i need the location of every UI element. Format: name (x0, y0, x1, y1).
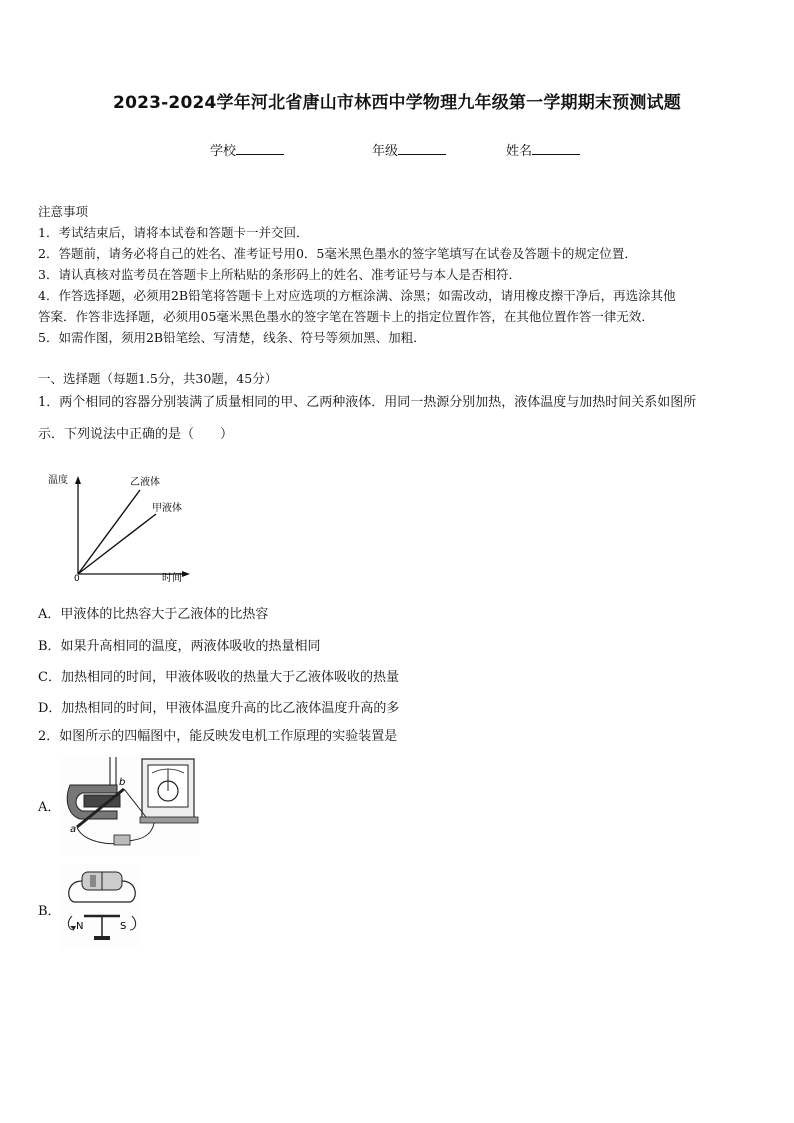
origin-label: 0 (74, 574, 80, 584)
school-blank (236, 142, 284, 155)
line-yi-label: 乙液体 (130, 477, 160, 488)
line-jia (78, 514, 156, 574)
grade-label: 年级 (372, 144, 399, 159)
question-2-stem: 2．如图所示的四幅图中，能反映发电机工作原理的实验装置是 (38, 729, 398, 744)
y-axis-label: 温度 (48, 475, 68, 486)
name-blank (532, 142, 580, 155)
notice-item: 4．作答选择题，必须用2B铅笔将答题卡上对应选项的方框涂满、涂黑；如需改动，请用橡皮擦干净后，再选涂其他 (38, 288, 676, 303)
notice-item: 2．答题前，请务必将自己的姓名、准考证号用0．5毫米黑色墨水的签字笔填写在试卷及答题卡的规定位置． (38, 246, 637, 261)
line-jia-label: 甲液体 (152, 503, 182, 514)
question-1-option-a: A．甲液体的比热容大于乙液体的比热容 (38, 607, 269, 622)
label-n: N (76, 921, 84, 932)
school-field (210, 140, 284, 159)
notice-block (38, 201, 676, 348)
question-1-option-c: C．加热相同的时间，甲液体吸收的热量大于乙液体吸收的热量 (38, 670, 399, 685)
page-title: 2023-2024学年河北省唐山市林西中学物理九年级第一学期期末预测试题 (113, 93, 681, 113)
question-1-option-d: D．加热相同的时间，甲液体温度升高的比乙液体温度升高的多 (38, 701, 400, 716)
notice-heading: 注意事项 (38, 204, 89, 219)
question-1-line-1: 1．两个相同的容器分别装满了质量相同的甲、乙两种液体．用同一热源分别加热，液体温度与加热时间关系如图所 (38, 395, 697, 410)
x-axis-label: 时间 (162, 573, 182, 584)
grade-blank (398, 142, 446, 155)
notice-item: 5．如需作图，须用2B铅笔绘、写清楚，线条、符号等须加黑、加粗． (38, 330, 426, 345)
label-b: b (119, 777, 126, 788)
question-1-line-2: 示．下列说法中正确的是（ ） (38, 427, 234, 442)
question-1-option-b: B．如果升高相同的温度，两液体吸收的热量相同 (38, 639, 321, 654)
switch-icon (114, 835, 130, 845)
school-label: 学校 (210, 144, 237, 159)
notice-item: 答案．作答非选择题，必须用05毫米黑色墨水的签字笔在答题卡上的指定位置作答，在其他位置作答一律无效． (38, 309, 654, 324)
question-2-option-b-label: B． (38, 904, 61, 919)
name-label: 姓名 (506, 144, 533, 159)
line-yi (78, 490, 140, 574)
section-heading: 一、选择题（每题1.5分，共30题，45分） (38, 371, 278, 386)
temperature-time-graph (44, 470, 204, 588)
grade-field (372, 140, 446, 159)
notice-item: 3．请认真核对监考员在答题卡上所粘贴的条形码上的姓名、准考证号与本人是否相符． (38, 267, 521, 282)
label-s: S (120, 921, 127, 932)
question-2-option-a-label: A． (38, 800, 61, 815)
x-axis-arrow (182, 571, 190, 577)
generator-apparatus-figure (62, 755, 200, 855)
name-field (506, 140, 580, 159)
oersted-experiment-figure (62, 864, 142, 950)
notice-item: 1．考试结束后，请将本试卷和答题卡一并交回． (38, 225, 309, 240)
label-a: a (70, 824, 77, 835)
y-axis-arrow (75, 476, 81, 484)
